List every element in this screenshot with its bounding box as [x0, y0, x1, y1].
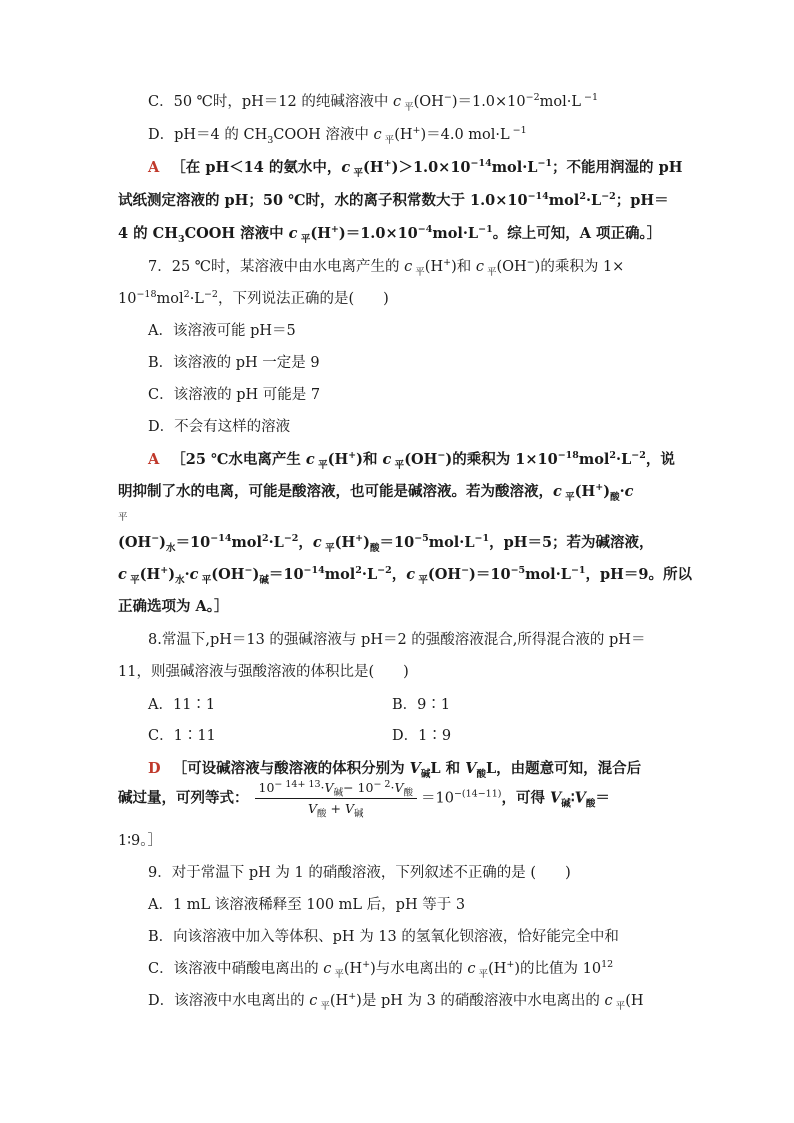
q8-answer-line-3: 1∶9。］ [118, 833, 162, 849]
q9-stem: 9．对于常温下 pH 为 1 的硝酸溶液，下列叙述不正确的是 ( ) [148, 865, 571, 881]
q8-fraction-numerator: $10^{- 14+ 13}\cdot V_碱- 10^{- 2}\cdot V_酸$ [255, 780, 418, 799]
q7-option-a: A．该溶液可能 pH＝5 [148, 323, 296, 339]
q7-answer-line-1: A ［25 ℃水电离产生 c $_平$(H+)和 c $_平$(OH−)的乘积为 $1\times 10^{-18}mol^2\cdot L^{-2}$，说 [148, 450, 675, 471]
q7-option-c: C．该溶液的 pH 可能是 7 [148, 387, 321, 403]
q8-fraction [255, 778, 418, 820]
q7-stem-line-2: $10^{-18}mol^2\cdot L^{-2}$，下列说法正确的是( ) [118, 289, 389, 307]
q8-option-c: C．1∶11 [148, 728, 216, 744]
q9-option-a: A．1 mL 该溶液稀释至 100 mL 后，pH 等于 3 [148, 897, 466, 913]
q8-stem-line-1: 8.常温下,pH＝13 的强碱溶液与 pH＝2 的强酸溶液混合,所得混合液的 pH＝ [148, 632, 646, 648]
q7-answer-line-6: 正确选项为 A。］ [118, 598, 229, 615]
q8-answer-line-2: 碱过量，可列等式： $\frac{10^{- 14+ 13}\cdot V_碱- 10^{- 2}\cdot V_酸}{V_酸 + V_碱}$ $=10^{-(14-11)}$，可得 $V_碱∶V_酸=$ [118, 778, 610, 820]
q7-answer-line-4: $(OH^-)_水=10^{-14}mol^2\cdot L^{-2}$，c $_平(H^+)_酸=10^{-5}mol\cdot L^{-1}$，pH＝5；若为碱溶液， [118, 533, 654, 554]
q8-answer-line-1: D ［可设碱溶液与酸溶液的体积分别为 $V_碱L$ 和 $V_酸L$，由题意可知，混合后 [148, 760, 642, 780]
q6-answer-line-3: 4 的 $CH_3COOH$ 溶液中 c $_平(H^+)=1.0\times 10^{-4}mol\cdot L^{-1}$。综上可知，A 项正确。］ [118, 224, 662, 245]
q7-answer-line-2: 明抑制了水的电离，可能是酸溶液，也可能是碱溶液。若为酸溶液，c $_平(H^+)_酸\cdot c$ [118, 482, 634, 503]
q7-answer-letter: A [148, 451, 160, 468]
q8-option-a: A．11∶1 [148, 697, 216, 713]
q6-answer-line-1: A ［在 pH＜14 的氨水中，c $_平(H^+)>1.0\times 10^{-14}mol\cdot L^{-1}$；不能用润湿的 pH [148, 158, 683, 179]
q8-answer-letter: D [148, 760, 161, 777]
q7-stem-line-1: 7．25 ℃时，某溶液中由水电离产生的 c $_平$(H+)和 c $_平$(OH−)的乘积为 1× [148, 257, 625, 278]
q9-option-d: D．该溶液中水电离出的 c $_平$(H+)是 pH 为 3 的硝酸溶液中水电离出的 c $_平$(H [148, 991, 644, 1012]
q8-fraction-denominator: $V_酸 + V_碱$ [307, 801, 364, 820]
q8-option-d: D．1∶9 [392, 728, 452, 744]
q6-answer-line-2: 试纸测定溶液的 pH；50 ℃时，水的离子积常数大于 $1.0\times 10^{-14}mol^2\cdot L^{-2}$；pH＝ [118, 191, 669, 209]
q8-stem-line-2: 11，则强碱溶液与强酸溶液的体积比是( ) [118, 664, 409, 680]
q9-option-c: C．该溶液中硝酸电离出的 c $_平$(H+)与水电离出的 c $_平$(H+)的比值为 $10^{12}$ [148, 959, 614, 980]
q6-option-d: D．pH＝4 的 $CH_3COOH$ 溶液中 c $_平$(H+)＝4.0 mol·L $^{-1}$ [148, 125, 527, 146]
q9-option-b: B．向该溶液中加入等体积、pH 为 13 的氢氧化钡溶液，恰好能完全中和 [148, 929, 619, 945]
q6-answer-letter: A [148, 159, 160, 176]
q6-option-c: C．50 ℃时，pH＝12 的纯碱溶液中 c $_平(OH^-)=1.0\times 10^{-2}mol\cdot L$ $^{-1}$ [148, 92, 599, 113]
q7-option-d: D．不会有这样的溶液 [148, 419, 291, 435]
q7-answer-line-5: c $_平(H^+)_水\cdot c$ $_平(OH^-)_碱=10^{-14}mol^2\cdot L^{-2}$，c $_平(OH^-)=10^{-5}mol\cdot L^{-1}$，pH＝9。所以 [118, 565, 692, 586]
q8-option-b: B．9∶1 [392, 697, 451, 713]
q7-option-b: B．该溶液的 pH 一定是 9 [148, 355, 320, 371]
q7-answer-wrap-subscript: 平 [118, 512, 128, 523]
